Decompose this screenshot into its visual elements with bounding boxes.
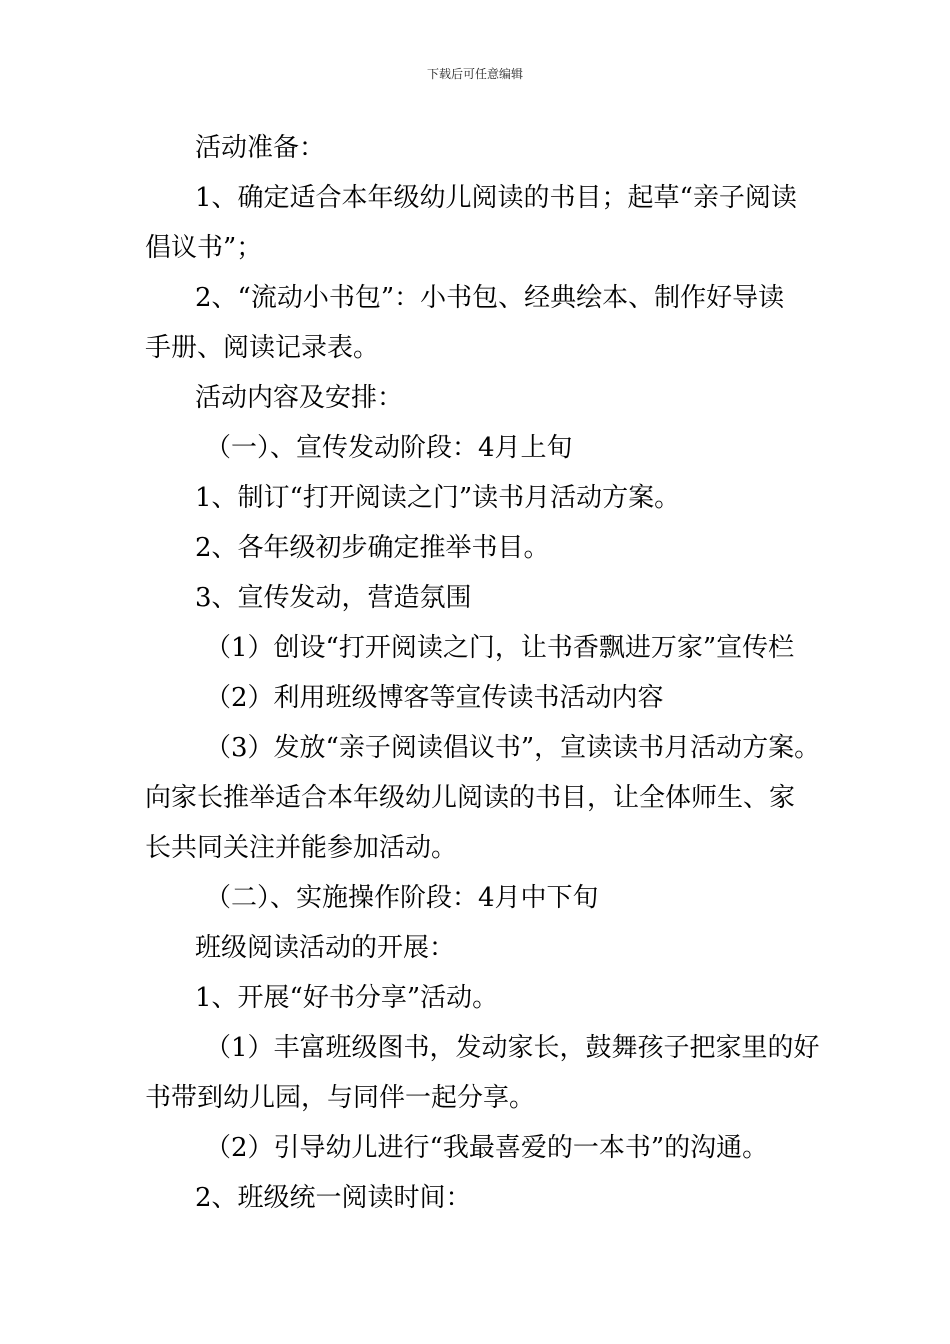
text-line: （1）创设“打开阅读之门，让书香飘进万家”宣传栏 [205, 633, 795, 663]
text-line: 书带到幼儿园，与同伴一起分享。 [145, 1083, 536, 1113]
page-header-note: 下载后可任意编辑 [426, 67, 523, 81]
text-line: 活动准备： [195, 133, 326, 163]
text-line: 向家长推举适合本年级幼儿阅读的书目，让全体师生、家 [145, 783, 796, 813]
text-line: （2）利用班级博客等宣传读书活动内容 [205, 683, 664, 713]
text-line: 长共同关注并能参加活动。 [145, 833, 458, 863]
text-line: 手册、阅读记录表。 [145, 333, 380, 363]
text-line: 班级阅读活动的开展： [195, 933, 456, 963]
text-line: 3、宣传发动，营造氛围 [195, 583, 472, 613]
text-line: （1）丰富班级图书，发动家长，鼓舞孩子把家里的好 [205, 1033, 820, 1063]
text-line: 倡议书”； [145, 233, 263, 263]
text-line: （2）引导幼儿进行“我最喜爱的一本书”的沟通。 [205, 1133, 769, 1163]
text-line: （二）、实施操作阶段：4月中下旬 [205, 883, 599, 913]
text-line: 2、“流动小书包”：小书包、经典绘本、制作好导读 [195, 283, 785, 313]
text-line: （3）发放“亲子阅读倡议书”，宣读读书月活动方案。 [205, 733, 821, 763]
text-line: 2、各年级初步确定推举书目。 [195, 533, 550, 563]
text-line: 2、班级统一阅读时间： [195, 1183, 472, 1213]
text-line: 活动内容及安排： [195, 383, 404, 413]
text-line: 1、确定适合本年级幼儿阅读的书目；起草“亲子阅读 [195, 183, 797, 213]
text-line: 1、开展“好书分享”活动。 [195, 983, 499, 1013]
text-line: 1、制订“打开阅读之门”读书月活动方案。 [195, 483, 681, 513]
text-line: （一）、宣传发动阶段：4月上旬 [205, 433, 573, 463]
